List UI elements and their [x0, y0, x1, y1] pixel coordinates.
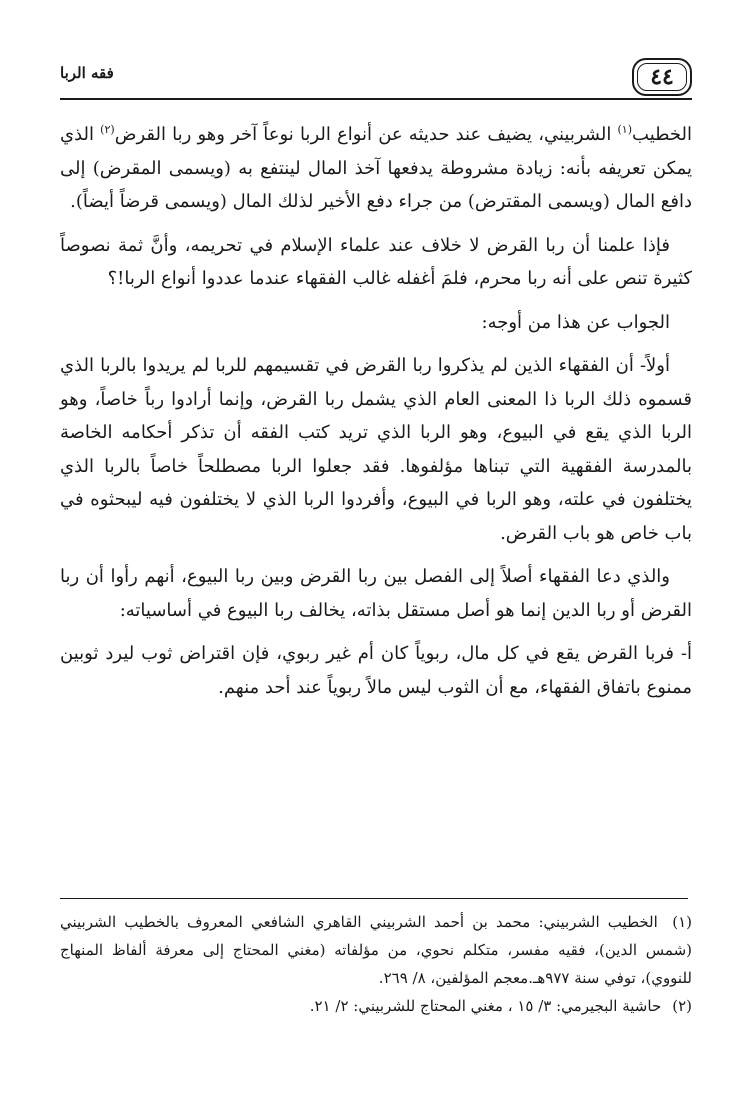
footnote-ref-2[interactable]: (٢) [100, 123, 115, 136]
paragraph-1-part-c: الذي يمكن تعريفه بأنه: زيادة مشروطة يدفعها آخذ المال لينتفع به (ويسمى المقرض) إلى دافع المال (ويسمى المقترض) من جراء دفع الأخير لذلك المال (ويسمى قرضاً أيضاً). [60, 124, 692, 212]
paragraph-1-part-a: الخطيب [632, 124, 692, 145]
footnote-2 [60, 992, 692, 1020]
paragraph-1-part-b: الشربيني، يضيف عند حديثه عن أنواع الربا نوعاً آخر وهو ربا القرض [114, 124, 618, 145]
paragraph-1 [60, 118, 692, 219]
page-number-badge [632, 58, 692, 96]
main-text [60, 118, 692, 714]
footnote-separator [60, 898, 688, 899]
paragraph-4: أولاً- أن الفقهاء الذين لم يذكروا ربا القرض في تقسيمهم للربا لم يريدوا بالربا الذي قسموه ذلك الربا ذا المعنى العام الذي يشمل ربا القرض، وإنما أرادوا رباً خاصاً، وهو الربا الذي يقع في البيوع، وهو الربا الذي تريد كتب الفقه أن تذكر أحكامه الخاصة بالمدرسة الفقهية التي تبناها مؤلفوها. فقد جعلوا الربا مصطلحاً خاصاً بالربا الذي يختلفون في علته، وهو الربا في البيوع، وأفردوا الربا الذي لا يختلفون فيه ليبحثوه في باب خاص هو باب القرض. [60, 355, 692, 544]
footnote-2-number: (٢) [672, 997, 692, 1015]
header-rule [60, 98, 692, 100]
paragraph-2: فإذا علمنا أن ربا القرض لا خلاف عند علماء الإسلام في تحريمه، وأنَّ ثمة نصوصاً كثيرة تنص على أنه ربا محرم، فلمَ أغفله غالب الفقهاء عندما عددوا أنواع الربا!؟ [60, 234, 692, 289]
footnotes [60, 908, 692, 1020]
footnote-1 [60, 908, 692, 992]
paragraph-3: الجواب عن هذا من أوجه: [481, 311, 670, 333]
footnote-1-number: (١) [672, 913, 692, 931]
paragraph-5: والذي دعا الفقهاء أصلاً إلى الفصل بين ربا القرض وبين ربا البيوع، أنهم رأوا أن ربا القرض أو ربا الدين إنما هو أصل مستقل بذاته، يخالف ربا البيوع في أساسياته: [60, 566, 692, 621]
footnote-1-text: الخطيب الشربيني: محمد بن أحمد الشربيني القاهري الشافعي المعروف بالخطيب الشربيني (شمس الدين)، فقيه مفسر، متكلم نحوي، من مؤلفاته (مغني المحتاج إلى معرفة ألفاظ المنهاج للنووي)، توفي سنة ٩٧٧هـ.معجم المؤلفين، ٨/ ٢٦٩. [60, 913, 692, 987]
paragraph-6: أ- فربا القرض يقع في كل مال، ربوياً كان أم غير ربوي، فإن اقتراض ثوب ليرد ثوبين ممنوع باتفاق الفقهاء، مع أن الثوب ليس مالاً ربوياً عند أحد منهم. [60, 643, 692, 698]
running-title: فقه الربا [60, 64, 114, 82]
footnote-ref-1[interactable]: (١) [617, 123, 633, 136]
page-number: ٤٤ [650, 64, 674, 90]
page-header [60, 56, 692, 100]
footnote-2-text: حاشية البجيرمي: ٣/ ١٥ ، مغني المحتاج للشربيني: ٢/ ٢١. [309, 997, 662, 1015]
